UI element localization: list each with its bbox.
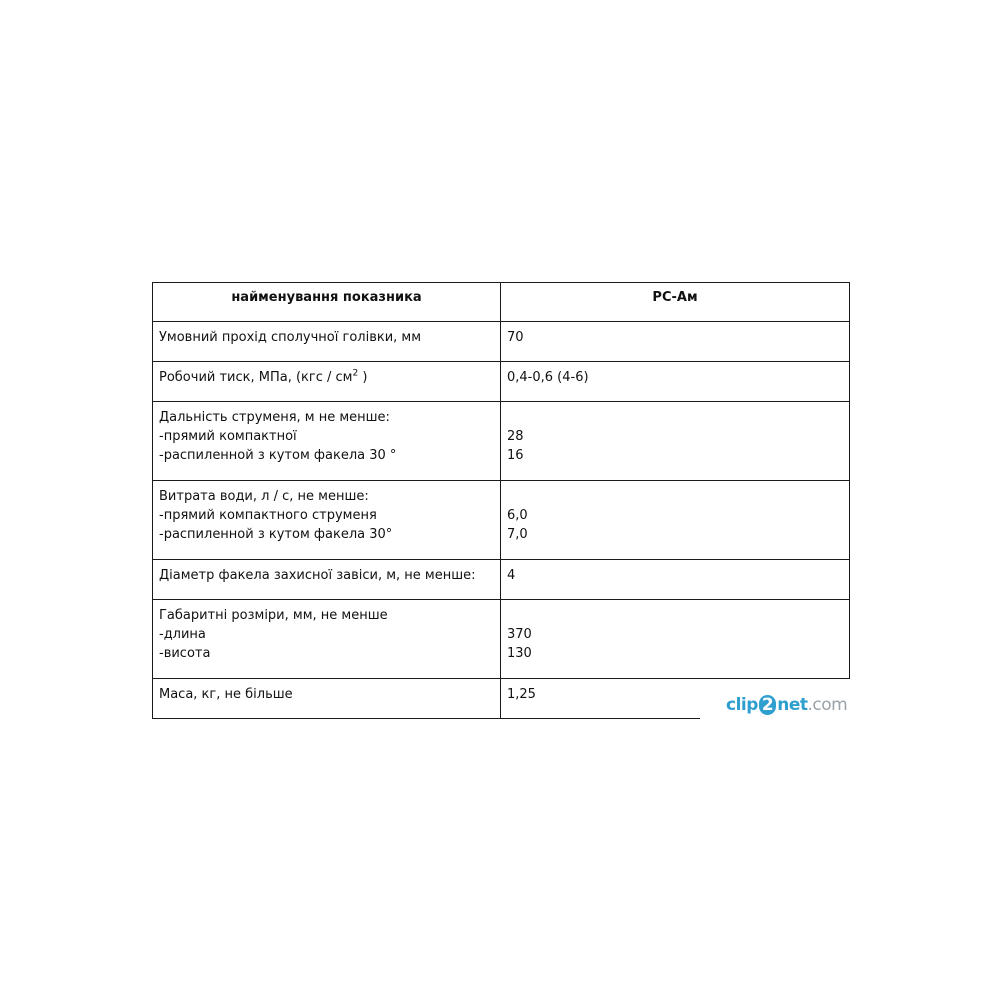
row-value <box>501 481 850 560</box>
spec-table <box>152 282 850 719</box>
row-label-line: -длина <box>159 627 206 642</box>
watermark-domain: .com <box>807 695 848 715</box>
row-label-line: -распиленной з кутом факела 30 ° <box>159 448 397 463</box>
table-row <box>153 362 850 402</box>
row-label-end: ) <box>358 370 368 385</box>
row-label <box>153 600 501 679</box>
row-value-line: 7,0 <box>507 527 528 542</box>
table-row <box>153 402 850 481</box>
watermark-logo <box>726 695 847 715</box>
row-label-line: Діаметр факела захисної завіси, м, не менше: <box>159 568 476 583</box>
row-value <box>501 560 850 600</box>
row-label-line: Умовний прохід сполучної голівки, мм <box>159 330 422 345</box>
row-value-line: 0,4-0,6 (4-6) <box>507 370 589 385</box>
header-parameter: найменування показника <box>153 283 501 322</box>
row-value <box>501 600 850 679</box>
watermark-part: net <box>777 695 808 715</box>
row-label-line: -висота <box>159 646 211 661</box>
row-label-line: Дальність струменя, м не менше: <box>159 410 390 425</box>
watermark-badge: 2 <box>759 695 776 715</box>
row-label-line <box>159 368 494 387</box>
table-row <box>153 322 850 362</box>
row-value-spacer <box>507 487 843 506</box>
row-value-line: 1,25 <box>507 687 536 702</box>
row-value-line: 16 <box>507 448 524 463</box>
row-label <box>153 481 501 560</box>
row-label-line: Маса, кг, не більше <box>159 687 293 702</box>
row-value-line: 28 <box>507 429 524 444</box>
row-value <box>501 362 850 402</box>
row-label <box>153 322 501 362</box>
row-value <box>501 402 850 481</box>
header-model: РС-Ам <box>501 283 850 322</box>
table-header-row <box>153 283 850 322</box>
row-label-line: -прямий компактного струменя <box>159 508 377 523</box>
row-label <box>153 362 501 402</box>
row-label-line: Витрата води, л / с, не менше: <box>159 489 369 504</box>
superscript: 2 <box>352 368 359 379</box>
table-row <box>153 481 850 560</box>
row-value-line: 70 <box>507 330 524 345</box>
row-label-line: -распиленной з кутом факела 30° <box>159 527 393 542</box>
row-value <box>501 322 850 362</box>
row-label <box>153 402 501 481</box>
row-value-line: 6,0 <box>507 508 528 523</box>
row-value-spacer <box>507 606 843 625</box>
row-label-line: -прямий компактної <box>159 429 297 444</box>
row-label <box>153 560 501 600</box>
row-label-main: Робочий тиск, МПа, (кгс / см <box>159 370 353 385</box>
row-label-line: Габаритні розміри, мм, не менше <box>159 608 388 623</box>
row-label <box>153 679 501 719</box>
row-value-line: 4 <box>507 568 516 583</box>
row-value-line: 130 <box>507 646 532 661</box>
row-value-line: 370 <box>507 627 532 642</box>
table-row <box>153 600 850 679</box>
table-row <box>153 560 850 600</box>
watermark-part: clip <box>726 695 758 715</box>
row-value-spacer <box>507 408 843 427</box>
